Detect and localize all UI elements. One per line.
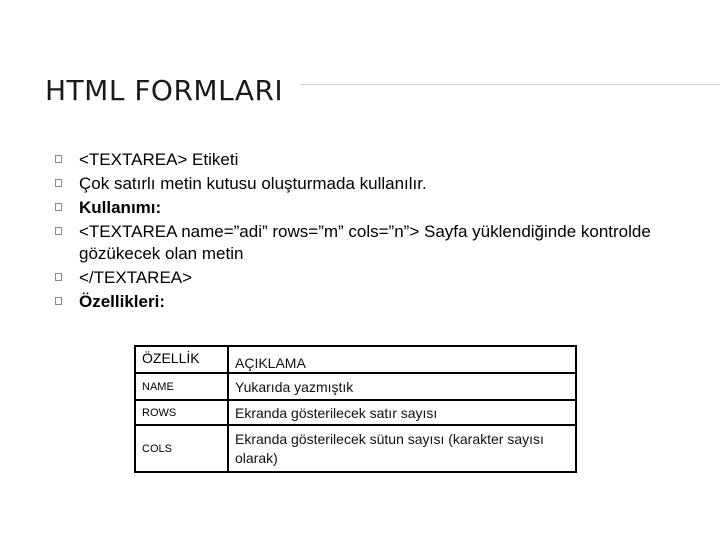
list-item — [55, 149, 695, 171]
bullet-square-icon — [55, 227, 62, 235]
bullet-text: Kullanımı: — [79, 198, 162, 217]
list-item — [55, 197, 695, 219]
table-cell-description: Ekranda gösterilecek satır sayısı — [228, 400, 576, 425]
table-row — [135, 425, 576, 472]
bullet-list — [55, 149, 695, 315]
bullet-text: </TEXTAREA> — [79, 268, 193, 287]
table-cell-property: ROWS — [135, 400, 228, 425]
bullet-square-icon — [55, 155, 62, 163]
properties-table — [134, 345, 577, 473]
bullet-square-icon — [55, 179, 62, 187]
column-header-description: AÇIKLAMA — [228, 346, 576, 373]
table-row — [135, 373, 576, 400]
bullet-text: Özellikleri: — [79, 292, 165, 311]
table-cell-property: NAME — [135, 373, 228, 400]
bullet-text: <TEXTAREA> Etiketi — [79, 150, 239, 169]
bullet-text: Çok satırlı metin kutusu oluşturmada kullanılır. — [79, 174, 427, 193]
list-item — [55, 267, 695, 289]
table-cell-description: Ekranda gösterilecek sütun sayısı (karakter sayısı olarak) — [228, 425, 576, 472]
page-title: HTML FORMLARI — [45, 74, 284, 107]
list-item — [55, 173, 695, 195]
table-header-row — [135, 346, 576, 373]
table-cell-property: COLS — [135, 425, 228, 472]
list-item — [55, 291, 695, 313]
bullet-square-icon — [55, 297, 62, 305]
bullet-square-icon — [55, 273, 62, 281]
title-divider — [300, 84, 720, 85]
column-header-property: ÖZELLİK — [135, 346, 228, 373]
bullet-square-icon — [55, 203, 62, 211]
bullet-text: <TEXTAREA name=”adi” rows=”m” cols=”n”> Sayfa yüklendiğinde kontrolde gözükecek olan metin — [79, 222, 651, 263]
table-row — [135, 400, 576, 425]
table-cell-description: Yukarıda yazmıştık — [228, 373, 576, 400]
list-item — [55, 221, 695, 265]
